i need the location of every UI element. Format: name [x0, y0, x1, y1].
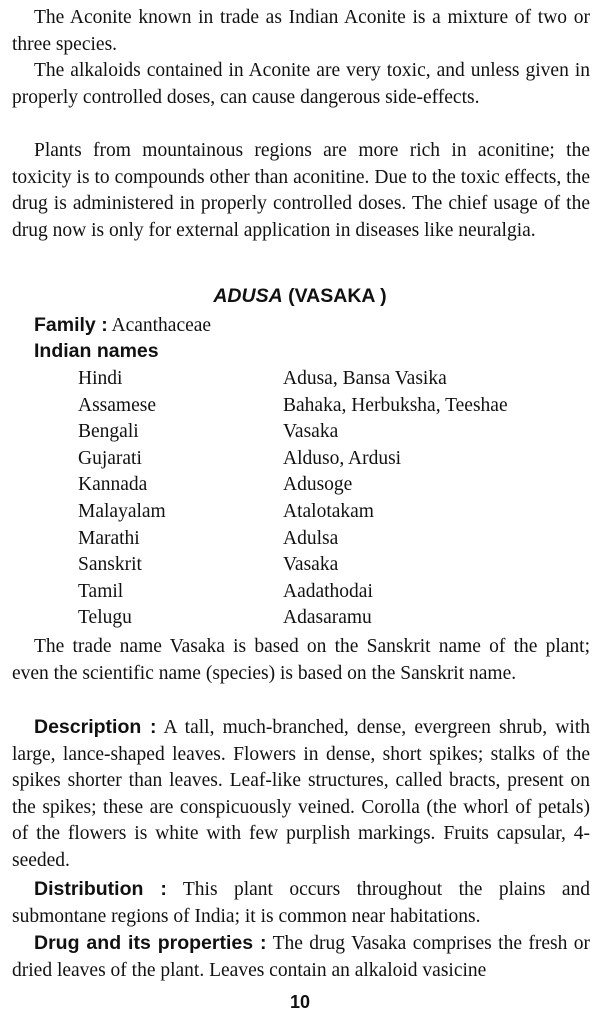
indian-name-row — [78, 472, 578, 499]
indian-name-row — [78, 446, 578, 473]
indian-name-row — [78, 605, 578, 632]
language-name: Kannada — [78, 474, 148, 496]
language-name: Tamil — [78, 580, 124, 602]
plant-local-name: Adasaramu — [283, 607, 372, 629]
drug-paragraph — [12, 930, 590, 984]
indian-names-list — [78, 366, 578, 632]
family-line — [34, 312, 211, 340]
distribution-label: Distribution : — [34, 878, 167, 900]
plant-local-name: Atalotakam — [283, 500, 374, 522]
plant-local-name: Adulsa — [283, 527, 339, 549]
drug-text: The drug Vasaka comprises the fresh or dried leaves of the plant. Leaves contain an alkaloid vasicine — [12, 933, 590, 981]
intro-paragraph-1: The Aconite known in trade as Indian Aconite is a mixture of two or three species. — [12, 7, 590, 55]
description-paragraph — [12, 714, 590, 874]
language-name: Sanskrit — [78, 554, 142, 576]
distribution-paragraph — [12, 876, 590, 930]
plant-local-name: Adusoge — [283, 474, 353, 496]
plant-local-name: Aadathodai — [283, 580, 373, 602]
page-number: 10 — [289, 992, 311, 1012]
indian-name-row — [78, 526, 578, 553]
language-name: Telugu — [78, 607, 132, 629]
language-name: Assamese — [78, 394, 156, 416]
language-name: Hindi — [78, 368, 123, 389]
drug-label: Drug and its properties : — [34, 932, 267, 954]
indian-name-row — [78, 579, 578, 606]
description-label: Description : — [34, 716, 157, 738]
intro-paragraph-3: Plants from mountainous regions are more rich in aconitine; the toxicity is to compounds other than aconitine. Due to the toxic effects, the drug is administered in properly controlled doses. The chief usage of the drug now is only for external application in diseases like neuralgia. — [12, 140, 590, 241]
distribution-text: This plant occurs throughout the plains and submontane regions of India; it is common near habitations. — [12, 879, 590, 927]
family-value: Acanthaceae — [107, 315, 212, 336]
indian-name-row — [78, 552, 578, 579]
language-name: Malayalam — [78, 500, 166, 522]
plant-local-name: Alduso, Ardusi — [283, 447, 402, 469]
indian-name-row — [78, 366, 578, 393]
heading-italic: ADUSA — [213, 285, 283, 307]
language-name: Gujarati — [78, 447, 142, 469]
description-text: A tall, much-branched, dense, evergreen shrub, with large, lance-shaped leaves. Flowers in dense, short spikes; stalks of the spikes shorter than leaves. Leaf-like structures, called bracts, present on the spikes; these are conspicuously veined. Corolla (the whorl of petals) of the flowers is white with few purplish markings. Fruits capsular, 4-seeded. — [12, 717, 590, 871]
plant-local-name: Bahaka, Herbuksha, Teeshae — [283, 394, 508, 416]
indian-name-row — [78, 499, 578, 526]
plant-local-name: Vasaka — [283, 554, 339, 576]
family-label: Family : — [34, 314, 108, 336]
intro-paragraph-2: The alkaloids contained in Aconite are very toxic, and unless given in properly controlled doses, can cause dangerous side-effects. — [12, 60, 590, 108]
trade-name-paragraph: The trade name Vasaka is based on the Sanskrit name of the plant; even the scientific name (species) is based on the Sanskrit name. — [12, 636, 590, 684]
language-name: Bengali — [78, 421, 139, 443]
section-heading — [0, 285, 600, 308]
indian-name-row — [78, 419, 578, 446]
indian-name-row — [78, 393, 578, 420]
plant-local-name: Adusa, Bansa Vasika — [283, 368, 447, 389]
language-name: Marathi — [78, 527, 140, 549]
plant-local-name: Vasaka — [283, 421, 339, 443]
indian-names-label: Indian names — [34, 340, 159, 362]
heading-rest: (VASAKA ) — [282, 285, 387, 307]
